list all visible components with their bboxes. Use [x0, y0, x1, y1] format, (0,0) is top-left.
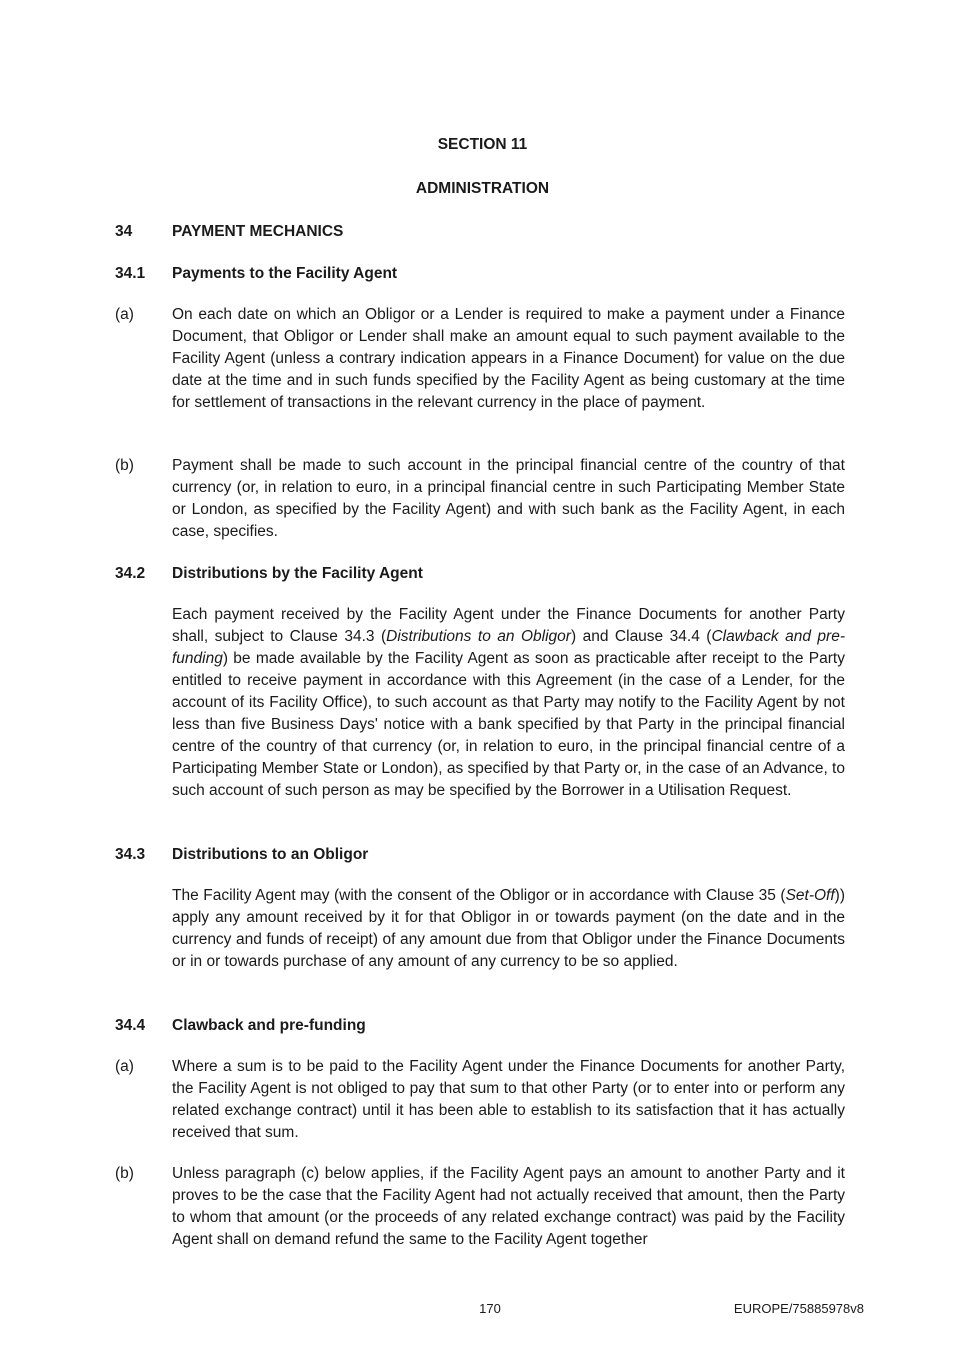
- clause-34-1-heading: [115, 263, 845, 285]
- paragraph-text: [172, 604, 845, 802]
- paragraph-label: (b): [115, 1165, 134, 1182]
- clause-34-3-body: [115, 885, 845, 973]
- clause-34-1-paragraph-b: [115, 455, 845, 543]
- clause-34-4-paragraph-b: [115, 1163, 845, 1251]
- clause-title: Distributions to an Obligor: [172, 846, 369, 863]
- clause-34-4-paragraph-a: [115, 1056, 845, 1144]
- paragraph-text: Payment shall be made to such account in the principal financial centre of the country of that currency (or, in relation to euro, in a principal financial centre in such Participating Member State or London, as specified by the Facility Agent) and with such bank as the Facility Agent, in each case, specifies.: [172, 457, 845, 540]
- clause-number: 34.1: [115, 265, 146, 282]
- clause-34-4-heading: [115, 1015, 845, 1037]
- clause-number: 34.4: [115, 1017, 146, 1034]
- text-run: Each payment received by the Facility Agent under the Finance Documents for another Party shall, subject to Clause 34.3 (: [172, 606, 845, 645]
- clause-34-2-heading: [115, 563, 845, 585]
- clause-number: 34.3: [115, 846, 146, 863]
- clause-number: 34: [115, 223, 133, 240]
- section-subtitle: ADMINISTRATION: [415, 180, 550, 197]
- clause-34-1-paragraph-a: [115, 304, 845, 414]
- text-run: The Facility Agent may (with the consent of the Obligor or in accordance with Clause 35 (: [172, 887, 786, 904]
- clause-34-heading: [115, 221, 845, 243]
- clause-34-3-heading: [115, 844, 845, 866]
- paragraph-text: Unless paragraph (c) below applies, if the Facility Agent pays an amount to another Party and it proves to be the case that the Facility Agent had not actually received that amount, then the Party to whom that amount (or the proceeds of any related exchange contract) was paid by the Facility Agent shall on demand refund the same to the Facility Agent together: [172, 1165, 845, 1248]
- text-run: )) apply any amount received by it for that Obligor in or towards payment (on the date and in the currency and funds of receipt) of any amount due from that Obligor under the Finance Documents or in or towards purchase of any amount of any currency to be so applied.: [172, 887, 845, 970]
- clause-number: 34.2: [115, 565, 146, 582]
- paragraph-text: [172, 885, 845, 973]
- clause-title: Distributions by the Facility Agent: [172, 565, 423, 582]
- clause-title: Payments to the Facility Agent: [172, 265, 398, 282]
- paragraph-label: (a): [115, 1058, 134, 1075]
- cross-reference: Set-Off: [785, 887, 835, 904]
- document-reference: EUROPE/75885978v8: [733, 1301, 864, 1316]
- paragraph-label: (b): [115, 457, 134, 474]
- page-number: 170: [479, 1301, 501, 1316]
- cross-reference: Clawback and pre-funding: [172, 628, 845, 667]
- paragraph-label: (a): [115, 306, 134, 323]
- section-title: SECTION 11: [437, 136, 528, 153]
- paragraph-text: On each date on which an Obligor or a Lender is required to make a payment under a Finance Document, that Obligor or Lender shall make an amount equal to such payment available to the Facility Agent (unless a contrary indication appears in a Finance Document) for value on the due date at the time and in such funds specified by the Facility Agent as being customary at the time for settlement of transactions in the relevant currency in the place of payment.: [172, 306, 845, 411]
- clause-34-2-body: [115, 604, 845, 802]
- clause-title: Clawback and pre-funding: [172, 1017, 366, 1034]
- text-run: ) be made available by the Facility Agent as soon as practicable after receipt to the Party entitled to receive payment in accordance with this Agreement (in the case of a Lender, for the account of its Facility Office), to such account as that Party may notify to the Facility Agent by not less than five Business Days' notice with a bank specified by that Party in the principal financial centre of the country of that currency (or, in relation to euro, in the principal financial centre of a Participating Member State or London), as specified by that Party or, in the case of an Advance, to such account of such person as may be specified by the Borrower in a Utilisation Request.: [172, 650, 845, 799]
- clause-title: PAYMENT MECHANICS: [172, 223, 344, 240]
- text-run: ) and Clause 34.4 (: [570, 628, 712, 645]
- paragraph-text: Where a sum is to be paid to the Facility Agent under the Finance Documents for another Party, the Facility Agent is not obliged to pay that sum to that other Party (or to enter into or perform any related exchange contract) until it has been able to establish to its satisfaction that it has actually received that sum.: [172, 1058, 845, 1141]
- cross-reference: Distributions to an Obligor: [386, 628, 571, 645]
